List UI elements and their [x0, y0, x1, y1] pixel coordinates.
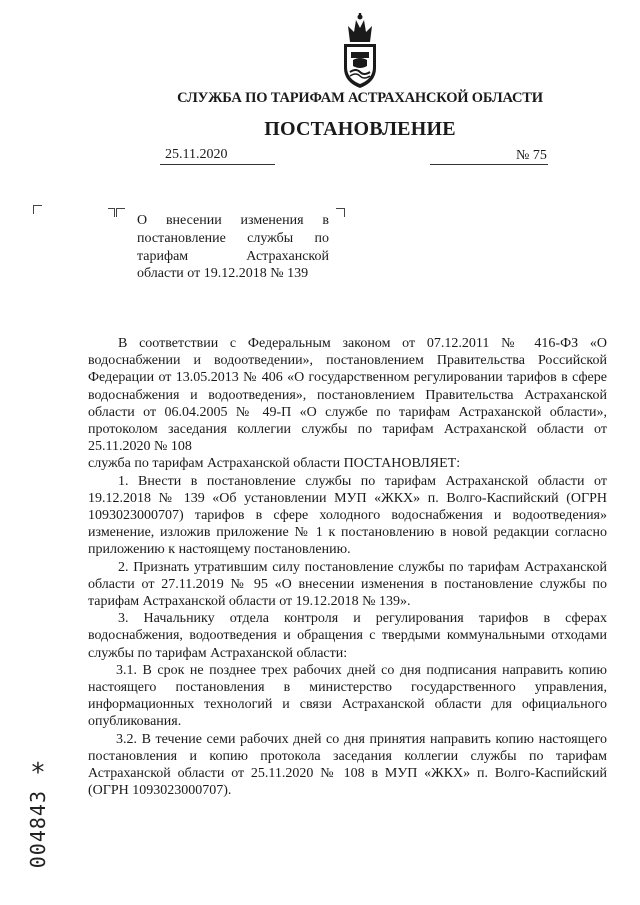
number-underline — [430, 164, 548, 165]
document-type-title: ПОСТАНОВЛЕНИЕ — [264, 118, 456, 140]
document-body — [88, 335, 607, 799]
subject-line: области от 19.12.2018 № 139 — [137, 266, 309, 282]
corner-mark — [116, 208, 125, 217]
item-3-1-paragraph: 3.1. В срок не позднее трех рабочих дней со дня подписания направить копию настоящего постановления в министерство государственного управления, информационных технологий и связи Астраханской области для официального опубликования. — [88, 662, 607, 730]
subject-line: тарифам Астраханской — [137, 248, 329, 264]
item-3-2-paragraph: 3.2. В течение семи рабочих дней со дня принятия направить копию настоящего постановления и копию протокола заседания коллегии службы по тарифам Астраханской области от 25.11.2020 № 108 в МУП «ЖКХ» п. Волго-Каспийский (ОГРН 1093023000707). — [88, 731, 607, 799]
date-underline — [160, 164, 275, 165]
corner-mark — [108, 208, 115, 217]
star-mark: * — [30, 758, 46, 788]
subject-line: О внесении изменения в — [137, 213, 329, 228]
resolves-paragraph: служба по тарифам Астраханской области ПОСТАНОВЛЯЕТ: — [88, 456, 461, 472]
corner-mark — [33, 205, 42, 214]
document-subject — [137, 212, 329, 283]
item-1-paragraph: 1. Внести в постановление службы по тарифам Астраханской области от 19.12.2018 № 139 «Об установлении МУП «ЖКХ» п. Волго-Каспийский (ОГРН 1093023000707) тарифов в сфере холодного водоснабжения и водоотведения» изменение, изложив приложение № 1 к постановлению в новой редакции согласно приложению к настоящему постановлению. — [88, 473, 607, 558]
document-number: № 75 — [516, 148, 547, 163]
document-date: 25.11.2020 — [165, 147, 228, 162]
serial-number: 004843 — [26, 790, 50, 869]
organization-name: СЛУЖБА ПО ТАРИФАМ АСТРАХАНСКОЙ ОБЛАСТИ — [177, 90, 543, 106]
item-2-paragraph: 2. Признать утратившим силу постановление службы по тарифам Астраханской области от 27.11.2019 № 95 «О внесении изменения в постановление службы по тарифам Астраханской области от 19.12.2018 № 139». — [88, 559, 607, 610]
serial-stamp — [28, 760, 48, 868]
preamble-paragraph: В соответствии с Федеральным законом от 07.12.2011 № 416-ФЗ «О водоснабжении и водоотведении», постановлением Правительства Российской Федерации от 13.05.2013 № 406 «О государственном регулировании тарифов в сфере водоснабжения и водоотведения», постановлением Правительства Астраханской области от 06.04.2005 № 49-П «О службе по тарифам Астраханской области», протоколом заседания коллегии службы по тарифам Астраханской области от 25.11.2020 № 108 — [88, 336, 607, 455]
item-3-paragraph: 3. Начальнику отдела контроля и регулирования тарифов в сферах водоснабжения, водоотведения и обращения с твердыми коммунальными отходами службы по тарифам Астраханской области: — [88, 611, 607, 661]
corner-mark — [336, 208, 345, 217]
subject-line: постановление службы по — [137, 230, 329, 246]
astrakhan-coat-of-arms-icon — [336, 12, 384, 92]
